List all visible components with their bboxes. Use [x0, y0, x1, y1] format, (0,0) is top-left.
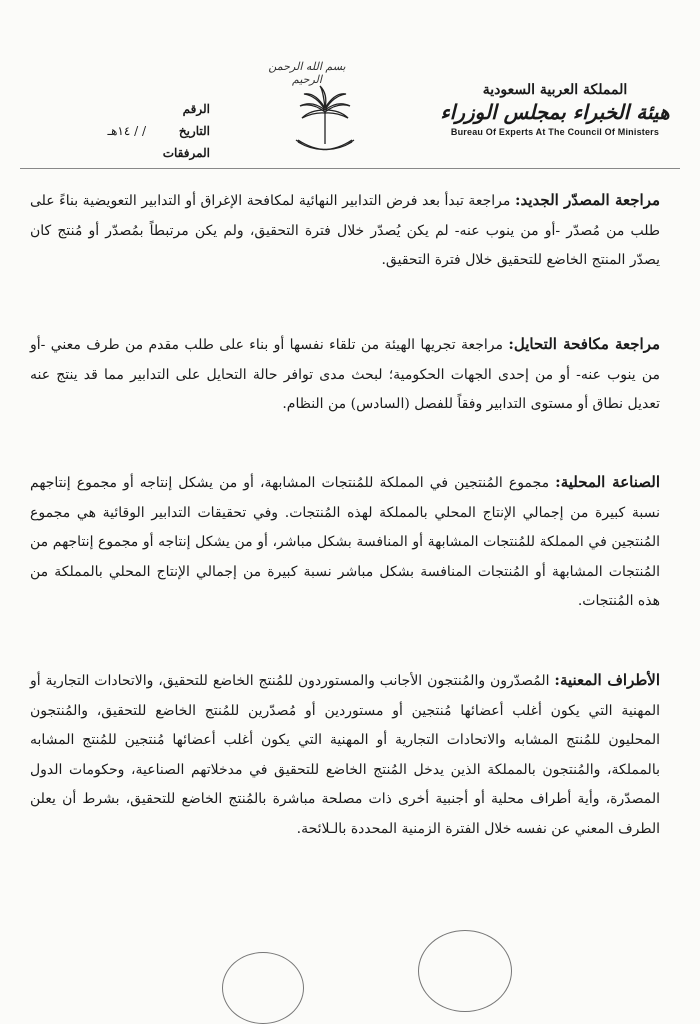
definition-text: المُصدّرون والمُنتجون الأجانب والمستوردون للمُنتج الخاضع للتحقيق، والاتحادات التجارية أو المهنية التي يكون أغلب أعضائها مُنتجين أو مستوردين أو مُصدّرين للمُنتج الخاضع للتحقيق، والمُنتجون المحليون للمُنتج المشابه والاتحادات التجارية أو المهنية التي يكون أغلب أعضائها مُنتجين للمُنتج المشابه بالمملكة، والمُنتجون بالمملكة الذين يدخل المُنتج الخاضع للتحقيق في مدخلاتهم الصناعية، وحكومات الدول المصدّرة، وأية أطراف محلية أو أجنبية أخرى ذات مصلحة مباشرة بالمُنتج الخاضع للتحقيق، بشرط أن يعلن الطرف المعني عن نفسه خلال الفترة الزمنية المحددة بالـلائحة. — [30, 673, 660, 837]
kingdom-name: المملكة العربية السعودية — [482, 82, 628, 98]
definition-interested-parties — [30, 666, 660, 844]
definition-term: مراجعة المصدّر الجديد: — [514, 191, 660, 209]
ref-number-row — [20, 98, 210, 120]
definition-term: مراجعة مكافحة التحايل: — [508, 335, 660, 353]
organization-header — [440, 82, 670, 137]
definition-text: مراجعة تجريها الهيئة من تلقاء نفسها أو بناء على طلب مقدم من طرف معني -أو من ينوب عنه- أو من إحدى الجهات الحكومية؛ لبحث مدى توافر حالة التحايل على التدابير مما قد ينتج عنه تعديل نطاق أو مستوى التدابير وفقاً للفصل (السادس) من النظام. — [30, 337, 660, 412]
bureau-name: هيئة الخبراء بمجلس الوزراء — [440, 100, 670, 124]
definition-new-exporter-review — [30, 186, 660, 276]
basmala: بسم الله الرحمن الرحيم — [268, 60, 346, 86]
ref-number-label: الرقم — [182, 102, 210, 116]
definition-anti-circumvention-review — [30, 330, 660, 420]
official-stamp-left — [222, 952, 304, 1024]
definition-term: الصناعة المحلية: — [555, 473, 660, 491]
reference-fields — [20, 98, 210, 164]
date-value: / / ١٤هـ — [107, 124, 146, 138]
header-divider — [20, 168, 680, 169]
definition-text: مجموع المُنتجين في المملكة للمُنتجات المشابهة، أو من يشكل إنتاجه أو مجموع إنتاجهم نسبة كبيرة من إجمالي الإنتاج المحلي بالمملكة لهذه المُنتجات. وفي تحقيقات التدابير الوقائية هي مجموع المُنتجين في المملكة للمُنتجات المشابهة أو المنافسة بشكل مباشر، أو من يشكل إنتاجه أو مجموع إنتاجهم من المُنتجات المشابهة أو المُنتجات المنافسة بشكل مباشر نسبة كبيرة من إجمالي الإنتاج المحلي بالمملكة من هذه المُنتجات. — [30, 475, 660, 609]
definition-text: مراجعة تبدأ بعد فرض التدابير النهائية لمكافحة الإغراق أو التدابير التعويضية بناءً على طلب من مُصدّر -أو من ينوب عنه- لم يكن يُصدّر خلال فترة التحقيق، ولم يكن مرتبطاً بمُصدّر أو مُنتج كان يصدّر المنتج الخاضع للتحقيق خلال فترة التحقيق. — [30, 193, 660, 268]
attachments-row — [20, 142, 210, 164]
saudi-emblem-icon — [290, 82, 360, 162]
date-row — [20, 120, 210, 142]
date-label: التاريخ — [178, 124, 210, 138]
bureau-name-english: Bureau Of Experts At The Council Of Ministers — [450, 127, 660, 137]
definition-term: الأطراف المعنية: — [554, 671, 661, 689]
attachments-label: المرفقات — [162, 146, 210, 160]
definition-domestic-industry — [30, 468, 660, 617]
